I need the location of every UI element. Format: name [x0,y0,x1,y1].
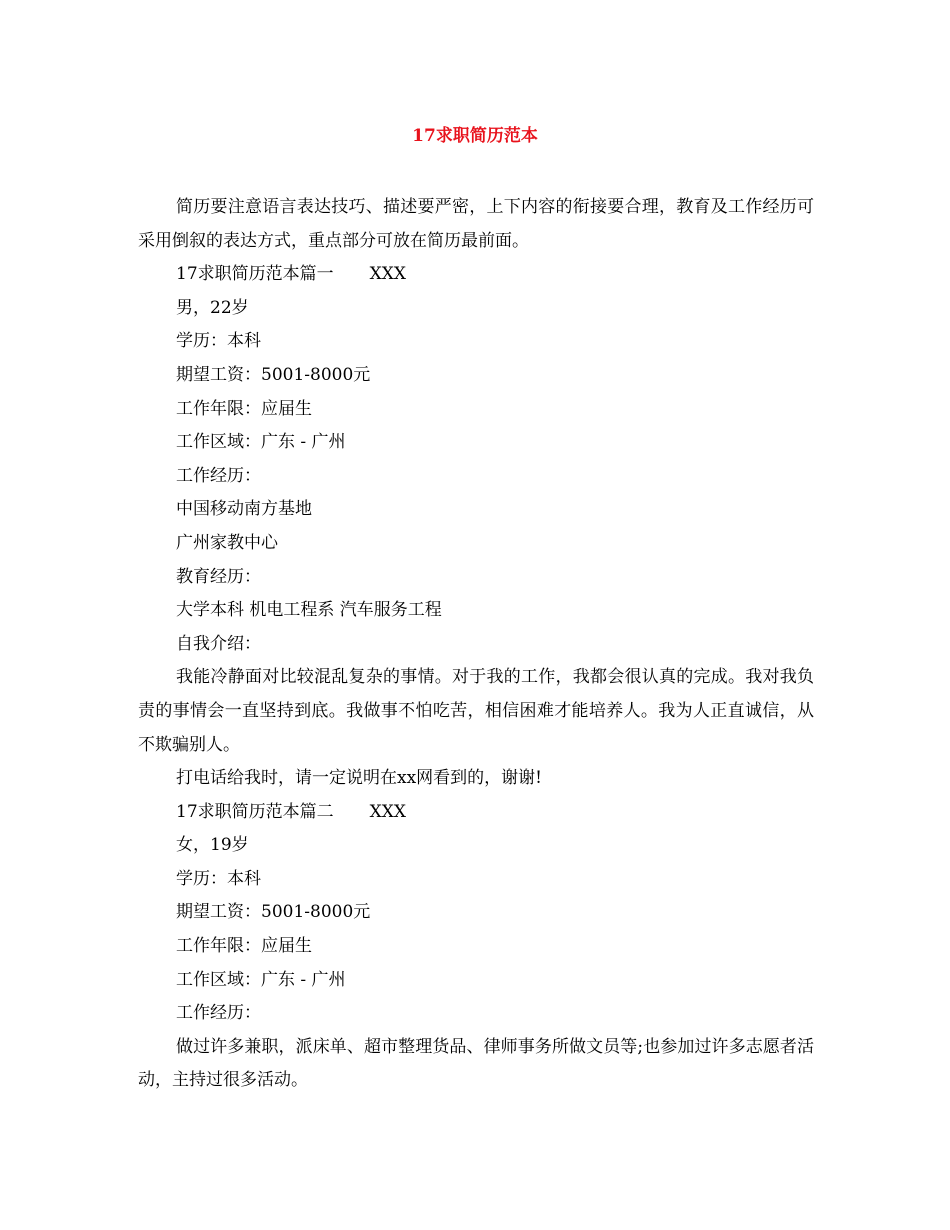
resume2-work-label: 工作经历： [176,1003,261,1024]
resume2-region: 工作区域：广东 - 广州 [176,969,346,990]
resume1-gender-age: 男，22岁 [176,297,249,318]
resume1-education: 学历：本科 [176,331,261,352]
resume2-work-text: 做过许多兼职，派床单、超市整理货品、律师事务所做文员等;也参加过许多志愿者活动，主持过很多活动。 [138,1036,814,1091]
resume1-heading: 17求职简历范本篇一 [176,264,334,285]
resume2-name: XXX [369,801,406,822]
intro-paragraph: 简历要注意语言表达技巧、描述要严密，上下内容的衔接要合理，教育及工作经历可采用倒叙的表达方式，重点部分可放在简历最前面。 [138,197,814,251]
resume2-years: 工作年限：应届生 [176,936,312,957]
resume1-work-item: 中国移动南方基地 [176,499,312,520]
resume1-heading-line [138,258,814,292]
resume2-education: 学历：本科 [176,868,261,889]
resume1-name: XXX [369,264,406,285]
resume1-edu-label: 教育经历： [176,566,261,587]
resume1-work-label: 工作经历： [176,465,261,486]
resume2-heading-line [138,796,814,830]
document-body [138,191,814,1098]
resume1-region: 工作区域：广东 - 广州 [176,432,346,453]
resume1-work-item: 广州家教中心 [176,532,278,553]
resume1-intro-text: 我能冷静面对比较混乱复杂的事情。对于我的工作，我都会很认真的完成。我对我负责的事情会一直坚持到底。我做事不怕吃苦，相信困难才能培养人。我为人正直诚信，从不欺骗别人。 [138,667,814,755]
resume1-years: 工作年限：应届生 [176,398,312,419]
resume1-salary: 期望工资：5001-8000元 [176,364,371,385]
resume2-gender-age: 女，19岁 [176,835,249,856]
resume2-heading: 17求职简历范本篇二 [176,801,334,822]
resume1-intro-label: 自我介绍： [176,633,261,654]
resume1-edu-item: 大学本科 机电工程系 汽车服务工程 [176,600,442,621]
document-title: 17求职简历范本 [412,126,538,146]
resume1-contact-note: 打电话给我时，请一定说明在xx网看到的，谢谢! [176,768,543,789]
resume2-salary: 期望工资：5001-8000元 [176,902,371,923]
